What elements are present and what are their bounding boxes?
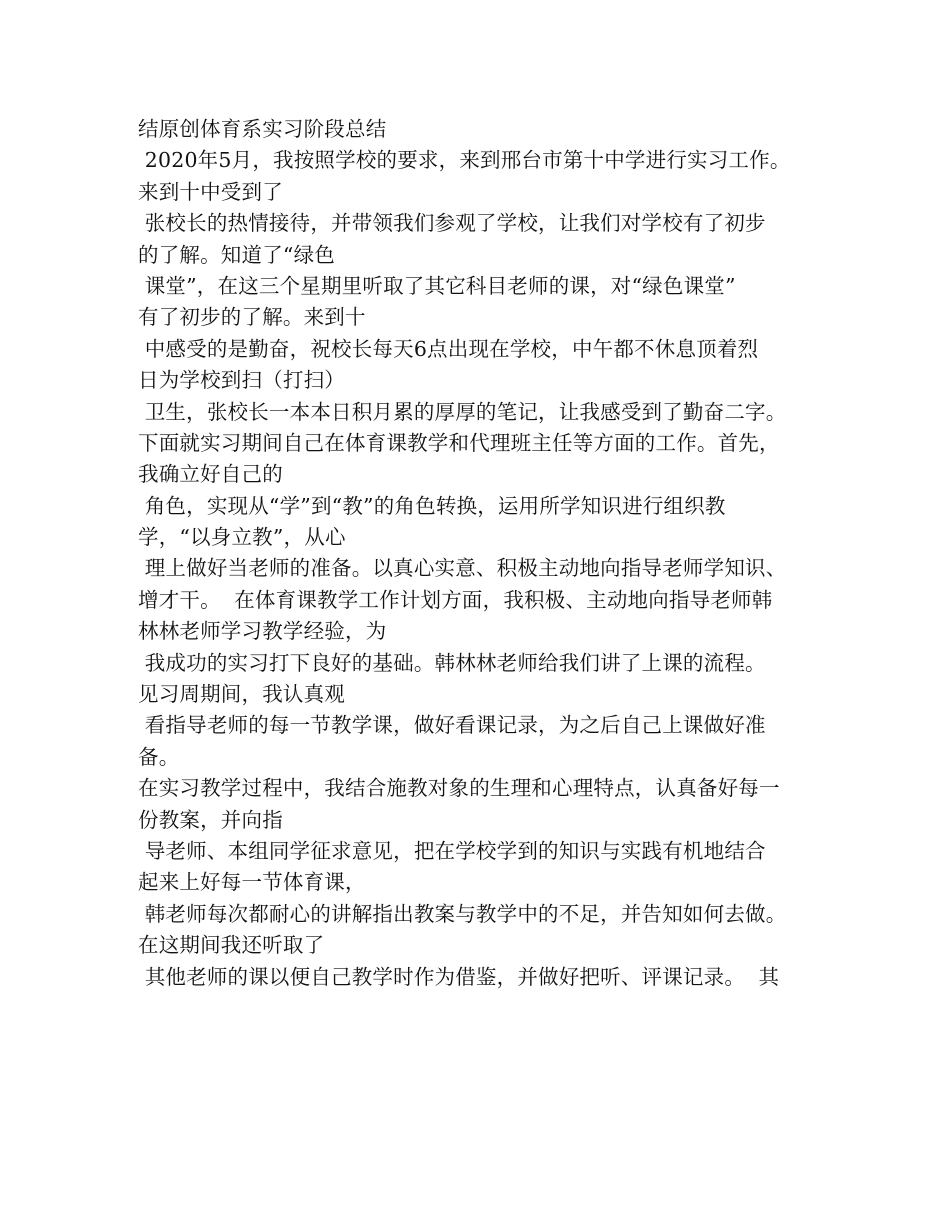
- text-line: 份教案，并向指: [138, 807, 283, 832]
- text-line: 理上做好当老师的准备。以真心实意、积极主动地向指导老师学知识、: [138, 556, 787, 581]
- text-line: 课堂”，在这三个星期里听取了其它科目老师的课，对“绿色课堂”: [138, 273, 736, 298]
- document-title-line: 结原创体育系实习阶段总结: [138, 117, 387, 141]
- text-line: 中感受的是勤奋，祝校长每天6点出现在学校，中午都不休息顶着烈: [138, 336, 759, 361]
- text-line: 增才干。 在体育课教学工作计划方面，我积极、主动地向指导老师韩: [138, 587, 773, 612]
- text-line: 在实习教学过程中，我结合施教对象的生理和心理特点，认真备好每一: [138, 776, 780, 801]
- document-body: [138, 114, 838, 993]
- text-line: 学，“以身立教”，从心: [138, 525, 346, 550]
- text-line: 看指导老师的每一节教学课，做好看课记录，为之后自己上课做好准: [138, 713, 766, 738]
- text-line: 卫生，张校长一本本日积月累的厚厚的笔记，让我感受到了勤奋二字。: [138, 399, 787, 424]
- text-line: 日为学校到扫（打扫）: [138, 368, 345, 393]
- text-line: 在这期间我还听取了: [138, 933, 325, 958]
- text-line: 角色，实现从“学”到“教”的角色转换，运用所学知识进行组织教: [138, 493, 726, 518]
- text-line: 其他老师的课以便自己教学时作为借鉴，并做好把听、评课记录。 其: [138, 964, 780, 989]
- text-line: 张校长的热情接待，并带领我们参观了学校，让我们对学校有了初步: [138, 211, 766, 236]
- text-line: 的了解。知道了“绿色: [138, 242, 335, 267]
- text-line: 导老师、本组同学征求意见，把在学校学到的知识与实践有机地结合: [138, 838, 766, 863]
- text-line: 有了初步的了解。来到十: [138, 305, 366, 330]
- text-line: 我成功的实习打下良好的基础。韩林林老师给我们讲了上课的流程。: [138, 650, 766, 675]
- text-line: 起来上好每一节体育课，: [138, 870, 366, 895]
- text-line: 下面就实习期间自己在体育课教学和代理班主任等方面的工作。首先，: [138, 430, 780, 455]
- text-line: 备。: [138, 744, 180, 769]
- text-line: 韩老师每次都耐心的讲解指出教案与教学中的不足，并告知如何去做。: [138, 901, 787, 926]
- text-line: 林林老师学习教学经验，为: [138, 619, 387, 644]
- text-line: 我确立好自己的: [138, 462, 283, 487]
- text-line: 来到十中受到了: [138, 179, 283, 204]
- text-line: 见习周期间，我认真观: [138, 682, 345, 707]
- text-line: 2020年5月，我按照学校的要求，来到邢台市第十中学进行实习工作。: [138, 148, 791, 173]
